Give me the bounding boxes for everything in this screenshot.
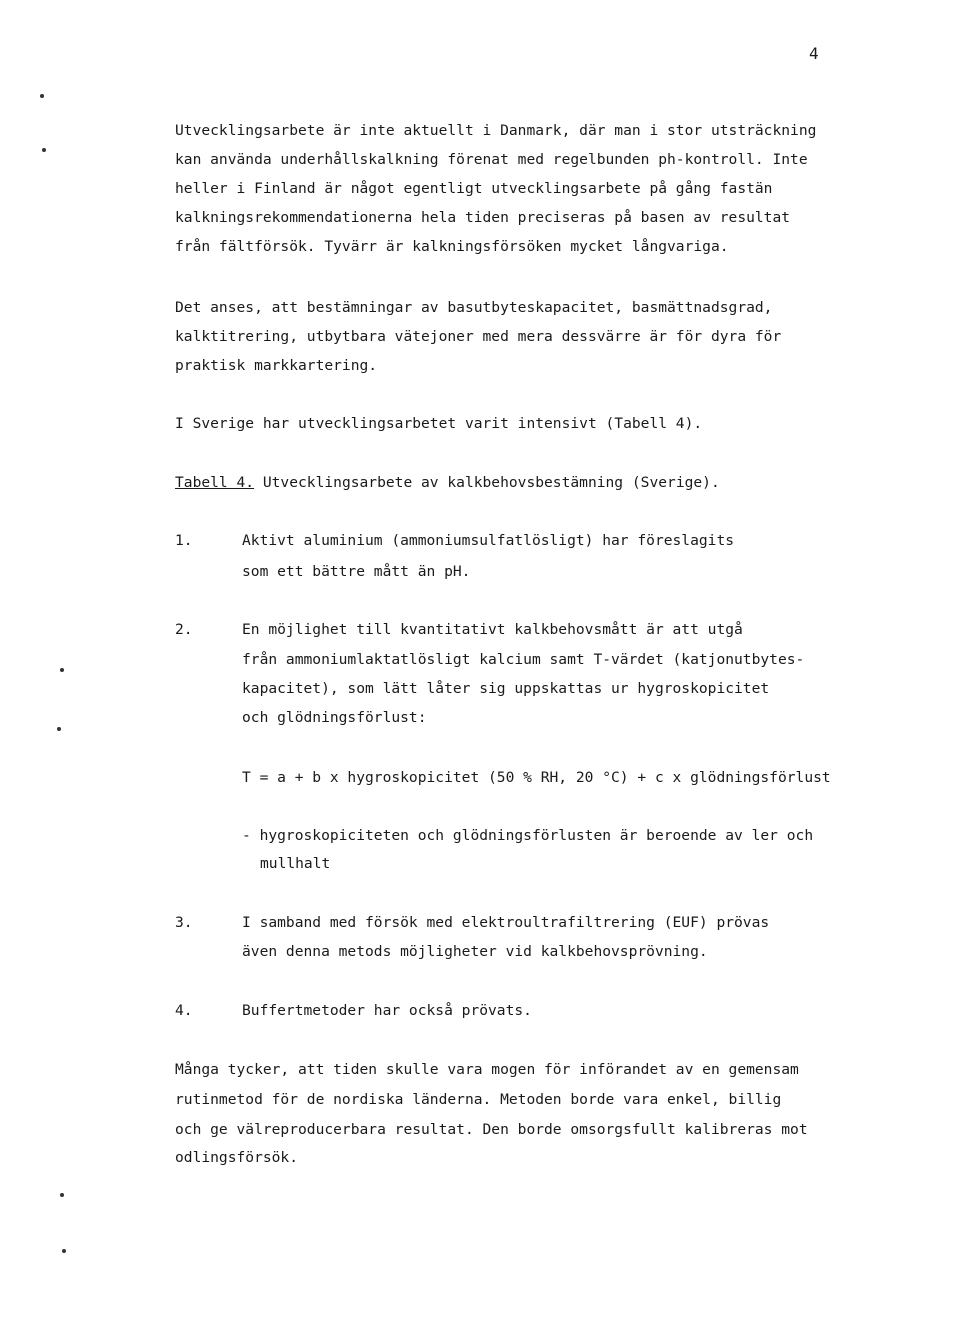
scan-speck [60,668,64,672]
text-line: praktisk markkartering. [175,357,378,374]
item-line: som ett bättre mått än pH. [242,563,471,580]
text-line: Många tycker, att tiden skulle vara mogen för införandet av en gemensam [175,1061,799,1078]
scan-speck [42,148,46,152]
item-line: Aktivt aluminium (ammoniumsulfatlösligt) har föreslagits [242,532,735,549]
text-line: Utvecklingsarbete är inte aktuellt i Danmark, där man i stor utsträckning [175,122,817,139]
item-number: 4. [175,1002,193,1019]
paragraph-sverige: I Sverige har utvecklingsarbetet varit intensivt (Tabell 4). [175,415,703,432]
item-line: och glödningsförlust: [242,709,427,726]
item-line: Buffertmetoder har också prövats. [242,1002,532,1019]
text-line: Det anses, att bestämningar av basutbyteskapacitet, basmättnadsgrad, [175,299,773,316]
item-line: kapacitet), som lätt låter sig uppskattas ur hygroskopicitet [242,680,770,697]
formula-note: - hygroskopiciteten och glödningsförlusten är beroende av ler och [242,827,814,844]
item-number: 2. [175,621,193,638]
text-line: och ge välreproducerbara resultat. Den borde omsorgsfullt kalibreras mot [175,1121,808,1138]
item-line: även denna metods möjligheter vid kalkbehovsprövning. [242,943,708,960]
page-number: 4 [809,44,819,63]
table-title: Utvecklingsarbete av kalkbehovsbestämning (Sverige). [254,474,720,491]
formula: T = a + b x hygroskopicitet (50 % RH, 20 °C) + c x glödningsförlust [242,769,831,786]
text-line: från fältförsök. Tyvärr är kalkningsförsöken mycket långvariga. [175,238,729,255]
item-line: från ammoniumlaktatlösligt kalcium samt T-värdet (katjonutbytes- [242,651,805,668]
text-line: rutinmetod för de nordiska länderna. Metoden borde vara enkel, billig [175,1091,782,1108]
scan-speck [40,94,44,98]
text-line: kalktitrering, utbytbara vätejoner med mera dessvärre är för dyra för [175,328,782,345]
text-line: kan använda underhållskalkning förenat med regelbunden ph-kontroll. Inte [175,151,808,168]
item-line: En möjlighet till kvantitativt kalkbehovsmått är att utgå [242,621,743,638]
item-line: I samband med försök med elektroultrafiltrering (EUF) prövas [242,914,770,931]
text-line: kalkningsrekommendationerna hela tiden preciseras på basen av resultat [175,209,791,226]
item-number: 1. [175,532,193,549]
table-label: Tabell 4. [175,474,255,491]
formula-note: mullhalt [260,855,331,872]
scan-speck [60,1193,64,1197]
item-number: 3. [175,914,193,931]
text-line: heller i Finland är något egentligt utvecklingsarbete på gång fastän [175,180,773,197]
text-line: odlingsförsök. [175,1149,299,1166]
table-heading [175,473,720,493]
scan-speck [57,727,61,731]
scan-speck [62,1249,66,1253]
